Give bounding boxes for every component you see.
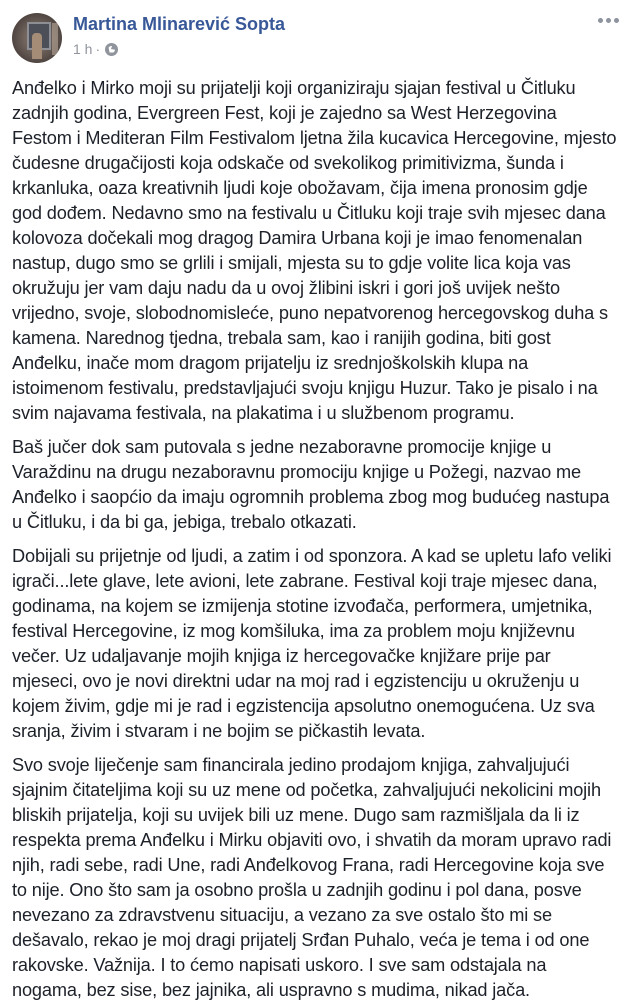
dot (598, 18, 603, 23)
post-paragraph: Baš jučer dok sam putovala s jedne nezaboravne promocije knjige u Varaždinu na drugu nezaboravnu promociju knjige u Požegi, nazvao me Anđelko i saopćio da imaju ogromnih problema zbog mog budućeg nastupa u Čitluku, i da bi ga, jebiga, trebalo otkazati. (12, 437, 610, 532)
author-name[interactable]: Martina Mlinarević Sopta (73, 14, 286, 34)
post-paragraph: Svo svoje liječenje sam financirala jedino prodajom knjiga, zahvaljujući sjajnim čitateljima koji su uz mene od početka, zahvaljujući nekolicini mojih bliskih prijatelja, koji su uvijek bili uz mene. Dugo sam razmišljala da li iz respekta prema Anđelku i Mirku objaviti ovo, i shvatih da moram upravo radi njih, radi sebe, radi Une, radi Anđelkovog Frana, radi Hercegovine koja sve to nije. Ono što sam ja osobno prošla u zadnjih godinu i pol dana, posve nevezano za zdravstvenu situaciju, a vezano za sve ostalo što mi se dešavalo, rekao je moj dragi prijatelj Srđan Puhalo, veća je tema i od one rakovske. Važnija. I to ćemo napisati uskoro. I sve sam odstajala na nogama, bez sise, bez jajnika, ali uspravno s mudima, nikad jača. (12, 755, 612, 1000)
post-paragraph: Anđelko i Mirko moji su prijatelji koji organiziraju sjajan festival u Čitluku zadnjih godina, Evergreen Fest, koji je zajedno sa West Herzegovina Festom i Mediteran Film Festivalom ljetna žila kucavica Hercegovine, mjesto čudesne drugačijosti koja odskače od svekolikog primitivizma, šunda i krkanluka, oaza kreativnih ljudi koje obožavam, čija imena pronosim gdje god dođem. Nedavno smo na festivalu u Čitluku koji traje svih mjesec dana kolovoza dočekali mog dragog Damira Urbana koji je imao fenomenalan nastup, dugo smo se grlili i smijali, mjesta su to gdje volite lica koja vas okružuju jer vam daju nadu da u ovoj žlibini iskri i gori još uvijek nešto vrijedno, svoje, slobodnomisleće, puno nepatvorenog hercegovskog duha s kamena. Narednog tjedna, trebala sam, kao i ranijih godina, biti gost Anđelku, inače mom dragom prijatelju iz srednjoškolskih klupa na istoimenom festivalu, predstavljajući svoju knjigu Huzur. Tako je pisalo i na svim najavama festivala, na plakatima i u službenom programu. (12, 78, 617, 423)
meta-separator: · (95, 41, 101, 57)
dot (606, 18, 611, 23)
dot (614, 18, 619, 23)
more-options-icon[interactable] (598, 18, 619, 23)
avatar[interactable] (12, 13, 62, 63)
post-body (0, 76, 632, 1003)
globe-icon[interactable] (105, 43, 118, 56)
post-meta (73, 41, 118, 57)
post-header (0, 0, 632, 76)
avatar-photo-figure (32, 33, 42, 59)
avatar-photo-light (52, 23, 58, 55)
post-timestamp[interactable]: 1 h (73, 41, 93, 57)
post-paragraph: Dobijali su prijetnje od ljudi, a zatim i od sponzora. A kad se upletu lafo veliki igrači...lete glave, lete avioni, lete zabrane. Festival koji traje mjesec dana, godinama, na kojem se izmijenja stotine izvođača, performera, umjetnika, festival Hercegovine, iz mog komšiluka, ima za problem moju književnu večer. Uz udaljavanje mojih knjiga iz hercegovačke knjižare prije par mjeseci, ovo je novi direktni udar na moj rad i egzistenciju u okruženju u kojem živim, gdje mi je rad i egzistencija apsolutno onemogućena. Uz sva sranja, živim i stvaram i ne bojim se pičkastih levata. (12, 546, 612, 741)
